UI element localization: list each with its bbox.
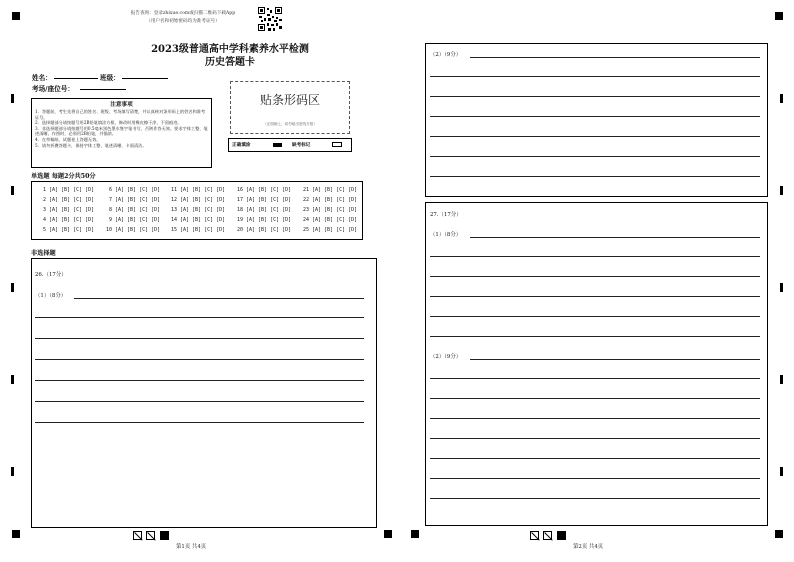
absent-mark-label: 缺考标记: [292, 143, 311, 148]
mcq-number: 11: [170, 187, 177, 193]
mcq-number: 23: [302, 207, 309, 213]
q27-part2-label: （2）（9分）: [430, 354, 462, 360]
answer-line[interactable]: [35, 401, 364, 402]
absent-mark-box[interactable]: [332, 142, 342, 147]
notice-item: 1．答题前，考生先将自己的姓名、班级、考场填写清楚，并认真核对条形码上的姓名和准考证号。: [35, 109, 206, 120]
mcq-options[interactable]: [A] [B] [C] [D]: [115, 227, 161, 233]
page-check-box: [530, 531, 539, 540]
correct-fill-label: 正确填涂: [232, 143, 251, 148]
answer-line[interactable]: [74, 298, 364, 299]
page-number-left: 第1页 共4页: [176, 544, 207, 550]
q26-part1-label: （1）（8分）: [35, 293, 67, 299]
mcq-item-23[interactable]: [300, 207, 357, 213]
mcq-number: 25: [302, 227, 309, 233]
mcq-item-6[interactable]: [103, 187, 160, 193]
mcq-number: 9: [108, 217, 112, 223]
mcq-options[interactable]: [A] [B] [C] [D]: [180, 207, 226, 213]
mcq-item-25[interactable]: [300, 227, 357, 233]
barcode-note: （正面朝上，切勿贴出虚线方框）: [263, 122, 317, 126]
mcq-item-8[interactable]: [103, 207, 160, 213]
answer-box-q26-part2: [425, 43, 768, 197]
answer-line[interactable]: [35, 359, 364, 360]
mcq-options[interactable]: [A] [B] [C] [D]: [246, 187, 292, 193]
page-check-box: [543, 531, 552, 540]
mcq-item-12[interactable]: [168, 197, 225, 203]
mcq-options[interactable]: [A] [B] [C] [D]: [246, 207, 292, 213]
mcq-number: 18: [236, 207, 243, 213]
mcq-item-9[interactable]: [103, 217, 160, 223]
mcq-number: 10: [105, 227, 112, 233]
mcq-options[interactable]: [A] [B] [C] [D]: [115, 197, 161, 203]
answer-line[interactable]: [430, 458, 760, 459]
timing-mark: [780, 467, 783, 476]
answer-line[interactable]: [35, 422, 364, 423]
answer-sheet-title: 历史答题卡: [205, 57, 255, 68]
notice-item: 5．请勿折叠答题卡，保持字体工整、笔迹清晰、卡面清洁。: [35, 142, 147, 148]
answer-line[interactable]: [430, 76, 760, 77]
answer-line[interactable]: [430, 96, 760, 97]
mcq-options[interactable]: [A] [B] [C] [D]: [49, 197, 95, 203]
mcq-options[interactable]: [A] [B] [C] [D]: [49, 187, 95, 193]
mcq-number: 1: [42, 187, 46, 193]
timing-mark: [780, 375, 783, 384]
answer-line[interactable]: [430, 176, 760, 177]
mcq-item-1[interactable]: [37, 187, 94, 193]
mcq-number: 17: [236, 197, 243, 203]
answer-line[interactable]: [430, 116, 760, 117]
mcq-item-3[interactable]: [37, 207, 94, 213]
mcq-number: 20: [236, 227, 243, 233]
answer-line[interactable]: [430, 398, 760, 399]
timing-mark: [780, 94, 783, 103]
mcq-number: 8: [108, 207, 112, 213]
answer-line[interactable]: [35, 338, 364, 339]
mcq-item-11[interactable]: [168, 187, 225, 193]
mcq-number: 21: [302, 187, 309, 193]
timing-mark: [11, 467, 14, 476]
mcq-number: 13: [170, 207, 177, 213]
mcq-item-20[interactable]: [234, 227, 291, 233]
notice-box: [31, 98, 212, 168]
page-code-mark: [557, 531, 566, 540]
mcq-item-17[interactable]: [234, 197, 291, 203]
notice-item: 4．在草稿纸、试题卷上答题无效。: [35, 136, 101, 142]
mcq-options[interactable]: [A] [B] [C] [D]: [180, 217, 226, 223]
answer-line[interactable]: [430, 498, 760, 499]
correct-fill-sample: [273, 143, 282, 147]
class-field[interactable]: [122, 78, 168, 79]
timing-mark: [11, 283, 14, 292]
answer-line[interactable]: [430, 478, 760, 479]
room-seat-field[interactable]: [80, 89, 126, 90]
mcq-item-21[interactable]: [300, 187, 357, 193]
mcq-item-18[interactable]: [234, 207, 291, 213]
corner-mark-bottom-mid-right: [411, 530, 419, 538]
mcq-item-19[interactable]: [234, 217, 291, 223]
mcq-options[interactable]: [A] [B] [C] [D]: [49, 207, 95, 213]
class-label: 班级：: [100, 74, 120, 82]
corner-mark-bottom-left: [12, 530, 20, 538]
mcq-number: 15: [170, 227, 177, 233]
barcode-area: [230, 81, 350, 134]
answer-line[interactable]: [430, 378, 760, 379]
mcq-options[interactable]: [A] [B] [C] [D]: [115, 217, 161, 223]
answer-line[interactable]: [470, 237, 760, 238]
notice-item: 3．非选择题部分请按题号用0.5毫米黑色墨水签字笔书写，否则作答无效。要求字体工整、笔迹清晰。作图时，必须用2B铅笔，并描浓。: [35, 125, 208, 137]
report-query-note: 报告查询：登录zhixue.com或扫描二维码下载App: [130, 11, 236, 16]
answer-line[interactable]: [430, 156, 760, 157]
answer-line[interactable]: [470, 57, 760, 58]
mcq-item-22[interactable]: [300, 197, 357, 203]
mcq-options[interactable]: [A] [B] [C] [D]: [312, 227, 358, 233]
q26-part2-label: （2）（9分）: [430, 52, 462, 58]
mcq-options[interactable]: [A] [B] [C] [D]: [49, 217, 95, 223]
mcq-item-4[interactable]: [37, 217, 94, 223]
mcq-number: 6: [108, 187, 112, 193]
room-seat-label: 考场/座位号：: [32, 85, 74, 93]
notice-item: 2．选择题部分请按题号用2B铅笔填涂方框，修改时用橡皮擦干净，不留痕迹。: [35, 120, 182, 126]
answer-line[interactable]: [430, 438, 760, 439]
mcq-options[interactable]: [A] [B] [C] [D]: [312, 217, 358, 223]
mcq-number: 22: [302, 197, 309, 203]
answer-line[interactable]: [430, 336, 760, 337]
mcq-grid: [31, 181, 363, 240]
corner-mark-bottom-mid-left: [384, 530, 392, 538]
page-check-box: [146, 531, 155, 540]
page-check-box: [133, 531, 142, 540]
mcq-options[interactable]: [A] [B] [C] [D]: [312, 187, 358, 193]
mcq-options[interactable]: [A] [B] [C] [D]: [49, 227, 95, 233]
timing-mark: [11, 186, 14, 195]
mcq-number: 7: [108, 197, 112, 203]
name-label: 姓名：: [32, 74, 52, 82]
mcq-options[interactable]: [A] [B] [C] [D]: [246, 197, 292, 203]
mcq-item-2[interactable]: [37, 197, 94, 203]
qr-code-icon: [257, 6, 283, 32]
mcq-section-title: 单选题 每题2分共50分: [31, 173, 96, 180]
page-number-right: 第2页 共4页: [573, 544, 604, 550]
notice-title: 注意事项: [110, 102, 133, 108]
mcq-options[interactable]: [A] [B] [C] [D]: [115, 187, 161, 193]
answer-line[interactable]: [35, 380, 364, 381]
login-credential-note: （用户名和初始密码均为准考证号）: [146, 19, 220, 24]
answer-line[interactable]: [430, 418, 760, 419]
answer-line[interactable]: [430, 136, 760, 137]
mcq-options[interactable]: [A] [B] [C] [D]: [312, 207, 358, 213]
answer-line[interactable]: [430, 316, 760, 317]
mcq-number: 14: [170, 217, 177, 223]
mcq-options[interactable]: [A] [B] [C] [D]: [312, 197, 358, 203]
mcq-item-16[interactable]: [234, 187, 291, 193]
mcq-number: 24: [302, 217, 309, 223]
answer-line[interactable]: [430, 296, 760, 297]
answer-line[interactable]: [470, 359, 760, 360]
mcq-number: 4: [42, 217, 46, 223]
page-code-mark: [160, 531, 169, 540]
exam-title: 2023级普通高中学科素养水平检测: [151, 44, 309, 55]
mcq-item-14[interactable]: [168, 217, 225, 223]
mcq-number: 16: [236, 187, 243, 193]
mcq-options[interactable]: [A] [B] [C] [D]: [246, 217, 292, 223]
mcq-item-10[interactable]: [103, 227, 160, 233]
barcode-label: 贴条形码区: [259, 93, 320, 107]
corner-mark-top-left: [12, 12, 20, 20]
timing-mark: [780, 283, 783, 292]
timing-mark: [11, 94, 14, 103]
mcq-item-7[interactable]: [103, 197, 160, 203]
mcq-item-5[interactable]: [37, 227, 94, 233]
mcq-number: 2: [42, 197, 46, 203]
name-field[interactable]: [54, 78, 98, 79]
answer-line[interactable]: [430, 276, 760, 277]
mcq-options[interactable]: [A] [B] [C] [D]: [180, 227, 226, 233]
corner-mark-top-right: [775, 12, 783, 20]
mcq-options[interactable]: [A] [B] [C] [D]: [180, 197, 226, 203]
fill-mark-row: [228, 138, 352, 152]
q27-part1-label: （1）（8分）: [430, 232, 462, 238]
answer-line[interactable]: [35, 317, 364, 318]
timing-mark: [780, 186, 783, 195]
mcq-options[interactable]: [A] [B] [C] [D]: [246, 227, 292, 233]
q26-title: 26.（17分）: [35, 272, 67, 278]
nonmcq-section-title: 非选择题: [31, 250, 56, 257]
mcq-item-15[interactable]: [168, 227, 225, 233]
mcq-options[interactable]: [A] [B] [C] [D]: [115, 207, 161, 213]
mcq-number: 19: [236, 217, 243, 223]
q27-title: 27.（17分）: [430, 212, 462, 218]
mcq-number: 5: [42, 227, 46, 233]
timing-mark: [11, 375, 14, 384]
answer-line[interactable]: [430, 256, 760, 257]
mcq-number: 12: [170, 197, 177, 203]
mcq-number: 3: [42, 207, 46, 213]
mcq-item-13[interactable]: [168, 207, 225, 213]
mcq-item-24[interactable]: [300, 217, 357, 223]
corner-mark-bottom-right: [775, 530, 783, 538]
mcq-options[interactable]: [A] [B] [C] [D]: [180, 187, 226, 193]
